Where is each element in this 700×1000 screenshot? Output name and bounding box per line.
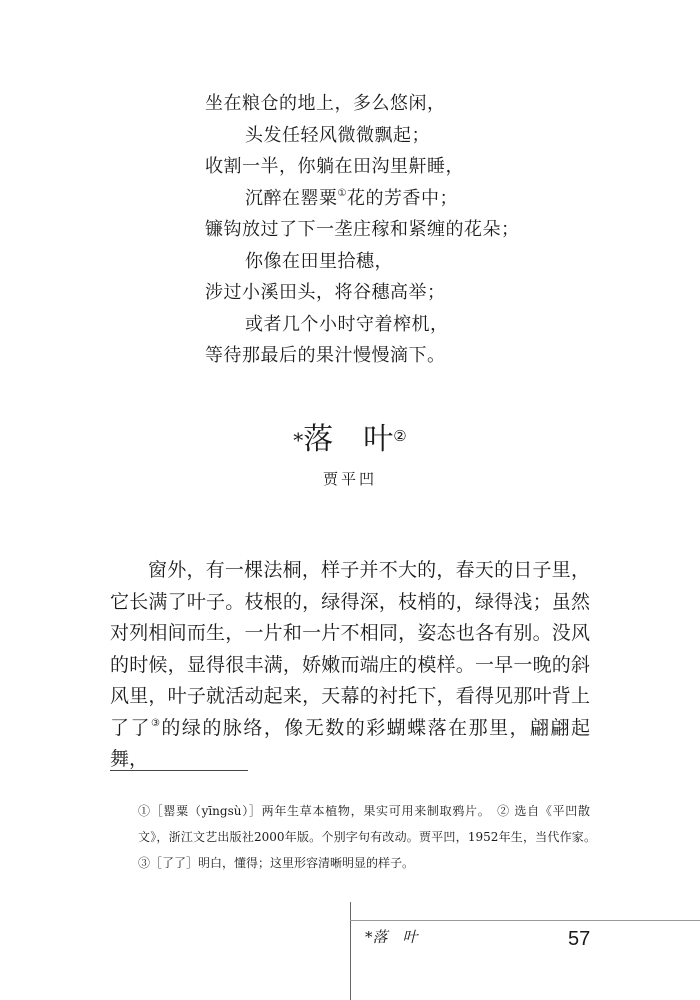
- footer-horizontal-rule: [350, 920, 700, 921]
- paragraph-text: 的绿的脉络，像无数的彩蝴蝶落在那里，翩翩起舞，: [110, 716, 590, 770]
- poem-line: 你像在田里拾穗，: [245, 250, 393, 272]
- article-body: [110, 555, 590, 776]
- self-study-star: *: [293, 428, 304, 452]
- poem-excerpt: [205, 88, 665, 372]
- poem-line: 涉过小溪田头，将谷穗高举；: [205, 282, 446, 303]
- footnote-divider: [110, 770, 248, 771]
- poem-line: 收割一半，你躺在田沟里鼾睡，: [205, 156, 464, 177]
- poem-text: 花的芳香中；: [346, 187, 458, 209]
- poem-line: 或者几个小时守着榨机，: [245, 313, 449, 335]
- title-text: 落 叶: [303, 422, 394, 457]
- page-number: 57: [568, 928, 591, 950]
- poem-text: 沉醉在罂粟: [245, 187, 338, 209]
- footer-vertical-rule: [350, 902, 351, 1000]
- poem-line: 等待那最后的果汁慢慢滴下。: [205, 345, 446, 366]
- paragraph: [110, 555, 590, 776]
- footnotes: ①［罂粟（yīngsù）］两年生草本植物，果实可用来制取鸦片。 ② 选自《平凹散文》，浙江文艺出版社2000年版。个别字句有改动。贾平凹，1952年生，当代作家。 ③［了了］明白，懂得；这里形容清晰明显的样子。: [138, 804, 603, 870]
- footnote-ref-3: ③: [150, 717, 162, 729]
- poem-line: 镰钩放过了下一垄庄稼和紧缠的花朵；: [205, 219, 520, 240]
- article-author: 贾平凹: [322, 470, 377, 488]
- paragraph-text: 窗外，有一棵法桐，样子并不大的，春天的日子里，它长满了叶子。枝根的，绿得深，枝梢的，绿得浅；虽然对列相间而生，一片和一片不相同，姿态也各有别。没风的时候，显得很丰满，娇嫩而端庄的模样。一早一晚的斜风里，叶子就活动起来，天幕的衬托下，看得见那叶背上了了: [110, 559, 590, 739]
- article-title: [0, 420, 700, 460]
- footnote-ref-2: ②: [393, 427, 407, 445]
- poem-line: 坐在粮仓的地上，多么悠闲，: [205, 93, 446, 114]
- running-title: *落 叶: [365, 928, 418, 946]
- poem-line: 头发任轻风微微飘起；: [245, 124, 430, 146]
- poem-line: [205, 183, 665, 215]
- footnote-ref-1: ①: [337, 187, 347, 199]
